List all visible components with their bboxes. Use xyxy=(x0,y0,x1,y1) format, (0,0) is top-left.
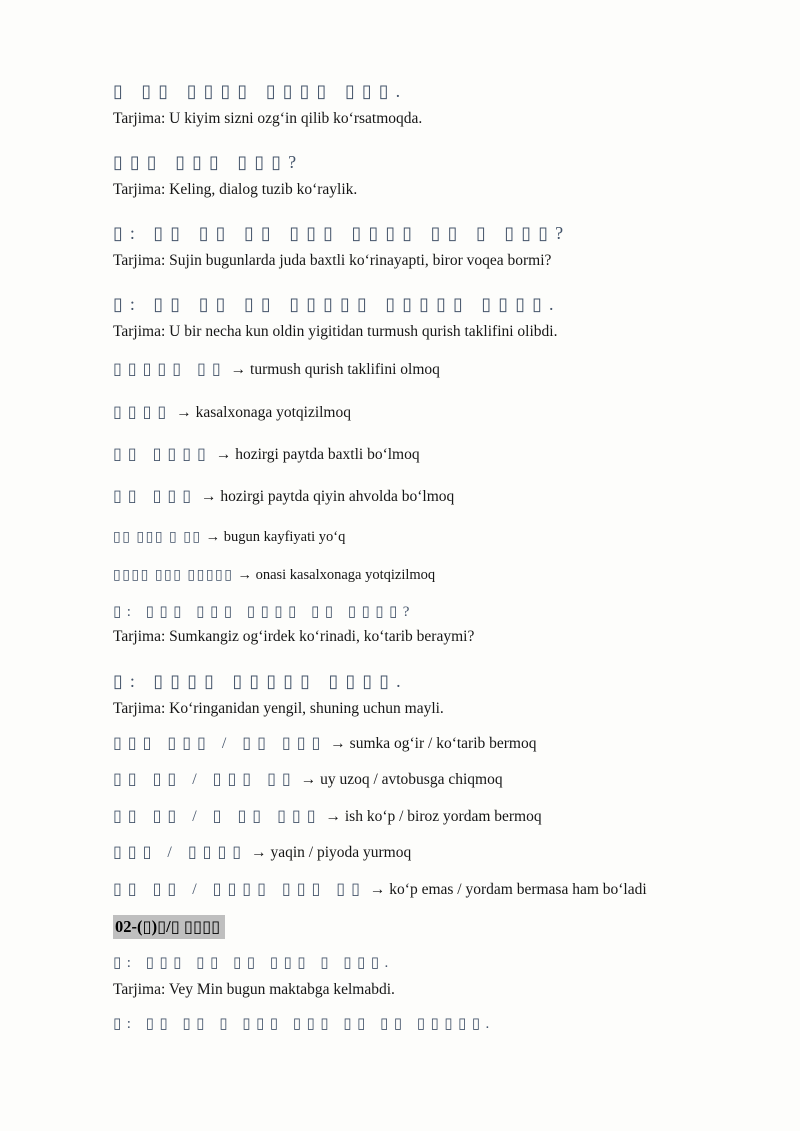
vocab-latin-phrase: → onasi kasalxonaga yotqizilmoq xyxy=(237,567,436,583)
translation-line: Tarjima: Sumkangiz og‘irdek ko‘rinadi, ko‘tarib beraymi? xyxy=(113,628,475,645)
vocab-latin-phrase: → ko‘p emas / yordam bermasa ham bo‘ladi xyxy=(369,881,647,898)
vocab-korean-phrase: ▯▯ ▯▯▯▯ xyxy=(113,446,212,463)
translation-line: Tarjima: Sujin bugunlarda juda baxtli ko‘rinayapti, biror voqea bormi? xyxy=(113,252,552,269)
vocab-latin-phrase: → hozirgi paytda qiyin ahvolda bo‘lmoq xyxy=(201,488,455,505)
vocab-latin-phrase: → uy uzoq / avtobusga chiqmoq xyxy=(300,771,503,788)
korean-sentence: ▯: ▯▯▯ ▯▯▯ ▯▯▯▯ ▯▯ ▯▯▯▯? xyxy=(113,604,415,620)
vocab-korean-phrase: ▯▯ ▯▯ / ▯▯▯▯ ▯▯▯ ▯▯ xyxy=(113,881,366,898)
vocab-line xyxy=(113,735,740,753)
translation-line: Tarjima: Keling, dialog tuzib ko‘raylik. xyxy=(113,181,358,198)
vocab-korean-phrase: ▯▯▯ / ▯▯▯▯ xyxy=(113,844,248,861)
vocab-latin-phrase: → sumka og‘ir / ko‘tarib bermoq xyxy=(330,735,537,752)
vocab-latin-phrase: → yaqin / piyoda yurmoq xyxy=(251,844,412,861)
vocab-line xyxy=(113,446,740,464)
vocab-line xyxy=(113,844,740,862)
section-header xyxy=(113,916,740,938)
vocab-line xyxy=(113,488,740,506)
section-header-text: 02-(▯)▯/▯ ▯▯▯▯ xyxy=(113,915,225,939)
vocab-line xyxy=(113,566,740,584)
vocab-line xyxy=(113,771,740,789)
translation-line: Tarjima: U bir necha kun oldin yigitidan turmush qurish taklifini olibdi. xyxy=(113,323,558,340)
vocab-korean-phrase: ▯▯▯▯ ▯▯▯ ▯▯▯▯▯ xyxy=(113,568,234,583)
vocab-korean-phrase: ▯▯▯▯ xyxy=(113,404,173,421)
vocab-line xyxy=(113,881,740,899)
vocab-korean-phrase: ▯▯ ▯▯▯ xyxy=(113,488,198,505)
vocab-korean-phrase: ▯▯ ▯▯▯ ▯ ▯▯ xyxy=(113,530,202,545)
vocab-korean-phrase: ▯▯▯ ▯▯▯ / ▯▯ ▯▯▯ xyxy=(113,735,327,752)
vocab-line xyxy=(113,528,740,546)
vocab-line xyxy=(113,361,740,379)
vocab-line xyxy=(113,808,740,826)
vocab-line xyxy=(113,404,740,422)
vocab-latin-phrase: → ish ko‘p / biroz yordam bermoq xyxy=(325,808,542,825)
translation-line: Tarjima: U kiyim sizni ozg‘in qilib ko‘rsatmoqda. xyxy=(113,110,423,127)
vocab-latin-phrase: → hozirgi paytda baxtli bo‘lmoq xyxy=(215,446,420,463)
vocab-latin-phrase: → bugun kayfiyati yo‘q xyxy=(205,529,346,545)
vocab-korean-phrase: ▯▯ ▯▯ / ▯ ▯▯ ▯▯▯ xyxy=(113,808,322,825)
korean-sentence: ▯: ▯▯▯▯ ▯▯▯▯▯ ▯▯▯▯. xyxy=(113,671,408,691)
vocab-latin-phrase: → kasalxonaga yotqizilmoq xyxy=(176,404,351,421)
korean-sentence: ▯▯▯ ▯▯▯ ▯▯▯? xyxy=(113,152,304,172)
korean-sentence: ▯ ▯▯ ▯▯▯▯ ▯▯▯▯ ▯▯▯. xyxy=(113,81,408,101)
korean-sentence: ▯: ▯▯ ▯▯ ▯▯ ▯▯▯ ▯▯▯▯ ▯▯ ▯ ▯▯▯? xyxy=(113,223,571,243)
translation-line: Tarjima: Vey Min bugun maktabga kelmabdi. xyxy=(113,981,395,998)
korean-sentence: ▯: ▯▯ ▯▯ ▯▯ ▯▯▯▯▯ ▯▯▯▯▯ ▯▯▯▯. xyxy=(113,294,561,314)
korean-sentence: ▯: ▯▯▯ ▯▯ ▯▯ ▯▯▯ ▯ ▯▯▯. xyxy=(113,955,394,971)
vocab-korean-phrase: ▯▯▯▯▯ ▯▯ xyxy=(113,361,227,378)
vocab-latin-phrase: → turmush qurish taklifini olmoq xyxy=(230,361,440,378)
vocab-korean-phrase: ▯▯ ▯▯ / ▯▯▯ ▯▯ xyxy=(113,771,297,788)
translation-line: Tarjima: Ko‘ringanidan yengil, shuning uchun mayli. xyxy=(113,700,444,717)
korean-sentence: ▯: ▯▯ ▯▯ ▯ ▯▯▯ ▯▯▯ ▯▯ ▯▯ ▯▯▯▯▯. xyxy=(113,1016,495,1032)
